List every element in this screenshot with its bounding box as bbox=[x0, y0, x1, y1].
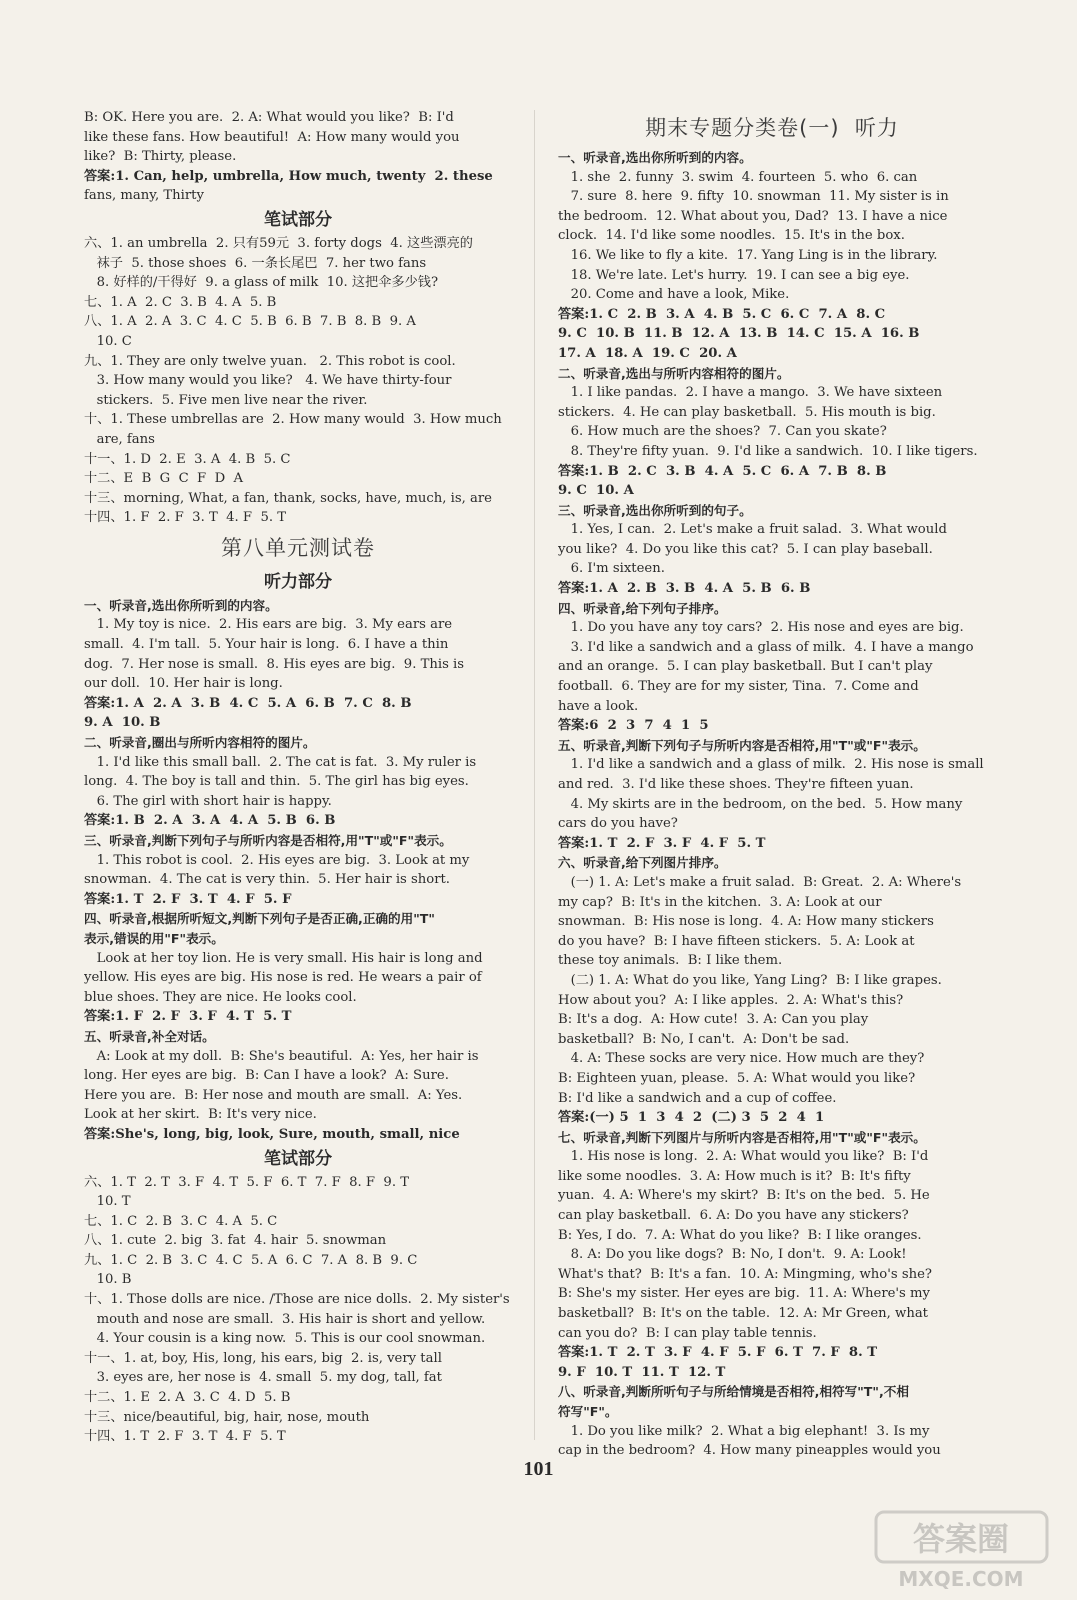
text-line: 4. My skirts are in the bedroom, on the bed. 5. How many bbox=[558, 796, 963, 812]
watermark-top-text: 答案圈 bbox=[912, 1520, 1010, 1558]
text-line: 10. B bbox=[84, 1272, 132, 1288]
watermark-bottom-text: MXQE.COM bbox=[898, 1567, 1024, 1591]
answer-line: 答案:She's, long, big, look, Sure, mouth, small, nice bbox=[84, 1126, 460, 1142]
question-heading: 一、听录音,选出你所听到的内容。 bbox=[84, 597, 278, 613]
watermark-logo bbox=[874, 1510, 1049, 1592]
left-column bbox=[84, 108, 512, 1447]
text-line: 十、1. Those dolls are nice. /Those are nice dolls. 2. My sister's bbox=[84, 1292, 510, 1308]
question-heading: 五、听录音,补全对话。 bbox=[84, 1028, 215, 1044]
text-line: 1. she 2. funny 3. swim 4. fourteen 5. who 6. can bbox=[558, 169, 918, 185]
question-heading: 符写"F"。 bbox=[558, 1404, 618, 1419]
text-line: cap in the bedroom? 4. How many pineapples would you bbox=[558, 1443, 941, 1459]
question-heading: 四、听录音,根据所听短文,判断下列句子是否正确,正确的用"T" bbox=[84, 911, 435, 927]
text-line: these toy animals. B: I like them. bbox=[558, 953, 783, 969]
text-line: 1. His nose is long. 2. A: What would you like? B: I'd bbox=[558, 1149, 929, 1165]
answer-line: 答案:1. T 2. F 3. T 4. F 5. F bbox=[84, 891, 292, 907]
question-heading: 一、听录音,选出你所听到的内容。 bbox=[558, 150, 752, 165]
answer-line: 答案:1. C 2. B 3. A 4. B 5. C 6. C 7. A 8. C bbox=[558, 306, 886, 322]
text-line: 1. My toy is nice. 2. His ears are big. 3. My ears are bbox=[84, 617, 453, 633]
column-divider bbox=[534, 110, 535, 1440]
text-line: 十四、1. T 2. F 3. T 4. F 5. T bbox=[84, 1429, 286, 1445]
text-line: 4. A: These socks are very nice. How much are they? bbox=[558, 1051, 925, 1067]
text-line: 六、1. an umbrella 2. 只有59元 3. forty dogs 4. 这些漂亮的 bbox=[84, 235, 473, 251]
part-heading: 笔试部分 bbox=[264, 209, 332, 230]
text-line: B: She's my sister. Her eyes are big. 11. A: Where's my bbox=[558, 1286, 930, 1302]
text-line: long. Her eyes are big. B: Can I have a look? A: Sure. bbox=[84, 1068, 449, 1084]
text-line: snowman. B: His nose is long. 4. A: How many stickers bbox=[558, 914, 934, 930]
text-line: fans, many, Thirty bbox=[84, 188, 204, 204]
text-line: 4. Your cousin is a king now. 5. This is our cool snowman. bbox=[84, 1331, 486, 1347]
answer-line: 9. A 10. B bbox=[84, 715, 161, 731]
answer-line: 17. A 18. A 19. C 20. A bbox=[558, 345, 737, 361]
answer-line: 答案:1. F 2. F 3. F 4. T 5. T bbox=[84, 1009, 292, 1025]
text-line: 10. T bbox=[84, 1194, 131, 1210]
section-title: 第八单元测试卷 bbox=[221, 535, 375, 560]
question-heading: 二、听录音,选出与所听内容相符的图片。 bbox=[558, 365, 790, 381]
text-line: 7. sure 8. here 9. fifty 10. snowman 11. My sister is in bbox=[558, 189, 949, 205]
text-line: 十四、1. F 2. F 3. T 4. F 5. T bbox=[84, 510, 287, 526]
text-line: 6. How much are the shoes? 7. Can you skate? bbox=[558, 424, 887, 440]
text-line: can you do? B: I can play table tennis. bbox=[558, 1325, 817, 1341]
text-line: 1. Do you like milk? 2. What a big elephant! 3. Is my bbox=[558, 1423, 930, 1439]
text-line: are, fans bbox=[84, 431, 155, 447]
text-line: like some noodles. 3. A: How much is it? B: It's fifty bbox=[558, 1168, 911, 1184]
text-line: 10. C bbox=[84, 333, 132, 349]
text-line: 七、1. C 2. B 3. C 4. A 5. C bbox=[84, 1213, 278, 1229]
text-line: cars do you have? bbox=[558, 816, 678, 832]
text-line: yuan. 4. A: Where's my skirt? B: It's on the bed. 5. He bbox=[558, 1188, 930, 1204]
question-heading: 八、听录音,判断所听句子与所给情境是否相符,相符写"T",不相 bbox=[558, 1384, 909, 1400]
text-line: have a look. bbox=[558, 698, 639, 714]
text-line: 十三、nice/beautiful, big, hair, nose, mouth bbox=[84, 1409, 370, 1425]
text-line: 八、1. cute 2. big 3. fat 4. hair 5. snowman bbox=[84, 1233, 387, 1249]
text-line: 3. eyes are, her nose is 4. small 5. my dog, tall, fat bbox=[84, 1370, 442, 1386]
text-line: football. 6. They are for my sister, Tina. 7. Come and bbox=[558, 679, 919, 695]
text-line: 1. I like pandas. 2. I have a mango. 3. We have sixteen bbox=[558, 385, 943, 401]
text-line: dog. 7. Her nose is small. 8. His eyes are big. 9. This is bbox=[84, 656, 465, 672]
text-line: 16. We like to fly a kite. 17. Yang Ling is in the library. bbox=[558, 247, 938, 263]
answer-line: 9. F 10. T 11. T 12. T bbox=[558, 1364, 726, 1380]
text-line: 6. I'm sixteen. bbox=[558, 561, 665, 577]
text-line: B: I'd like a sandwich and a cup of coffee. bbox=[558, 1090, 837, 1106]
answer-line: 答案:1. B 2. C 3. B 4. A 5. C 6. A 7. B 8. B bbox=[558, 463, 887, 479]
text-line: 1. This robot is cool. 2. His eyes are big. 3. Look at my bbox=[84, 852, 470, 868]
text-line: 8. 好样的/干得好 9. a glass of milk 10. 这把伞多少钱? bbox=[84, 275, 439, 291]
text-line: you like? 4. Do you like this cat? 5. I can play baseball. bbox=[558, 541, 933, 557]
answer-line: 答案:1. T 2. F 3. F 4. F 5. T bbox=[558, 835, 766, 851]
text-line: Here you are. B: Her nose and mouth are small. A: Yes. bbox=[84, 1087, 463, 1103]
answer-line: 答案:1. A 2. B 3. B 4. A 5. B 6. B bbox=[558, 581, 811, 597]
part-heading: 笔试部分 bbox=[264, 1148, 332, 1169]
answer-line: 答案:1. T 2. T 3. F 4. F 5. F 6. T 7. F 8. T bbox=[558, 1345, 878, 1361]
text-line: Look at her skirt. B: It's very nice. bbox=[84, 1107, 317, 1123]
text-line: 十、1. These umbrellas are 2. How many would 3. How much bbox=[84, 412, 502, 428]
answer-line: 答案:6 2 3 7 4 1 5 bbox=[558, 718, 709, 734]
text-line: What's that? B: It's a fan. 10. A: Mingming, who's she? bbox=[558, 1266, 932, 1282]
answer-line: 答案:1. B 2. A 3. A 4. A 5. B 6. B bbox=[84, 813, 336, 829]
text-line: stickers. 4. He can play basketball. 5. His mouth is big. bbox=[558, 404, 936, 420]
text-line: B: Yes, I do. 7. A: What do you like? B: I like oranges. bbox=[558, 1227, 922, 1243]
text-line: the bedroom. 12. What about you, Dad? 13. I have a nice bbox=[558, 208, 948, 224]
answer-line: 答案:1. Can, help, umbrella, How much, twenty 2. these bbox=[84, 168, 493, 184]
text-line: stickers. 5. Five men live near the river. bbox=[84, 392, 368, 408]
text-line: 3. I'd like a sandwich and a glass of milk. 4. I have a mango bbox=[558, 639, 974, 655]
text-line: (二) 1. A: What do you like, Yang Ling? B: I like grapes. bbox=[558, 972, 942, 988]
text-line: 6. The girl with short hair is happy. bbox=[84, 793, 332, 809]
text-line: and red. 3. I'd like these shoes. They're fifteen yuan. bbox=[558, 777, 914, 792]
question-heading: 四、听录音,给下列句子排序。 bbox=[558, 600, 727, 616]
question-heading: 二、听录音,圈出与所听内容相符的图片。 bbox=[84, 735, 316, 751]
text-line: small. 4. I'm tall. 5. Your hair is long. 6. I have a thin bbox=[84, 637, 449, 653]
text-line: 3. How many would you like? 4. We have thirty-four bbox=[84, 373, 452, 389]
text-line: snowman. 4. The cat is very thin. 5. Her hair is short. bbox=[84, 872, 450, 888]
text-line: 十二、1. E 2. A 3. C 4. D 5. B bbox=[84, 1390, 291, 1406]
text-line: do you have? B: I have fifteen stickers. 5. A: Look at bbox=[558, 933, 915, 949]
text-line: our doll. 10. Her hair is long. bbox=[84, 676, 283, 692]
text-line: mouth and nose are small. 3. His hair is short and yellow. bbox=[84, 1311, 486, 1327]
section-title: 期末专题分类卷(一) 听力 bbox=[645, 116, 899, 140]
text-line: 十二、E B G C F D A bbox=[84, 471, 244, 487]
question-heading: 表示,错误的用"F"表示。 bbox=[84, 930, 224, 946]
text-line: 18. We're late. Let's hurry. 19. I can see a big eye. bbox=[558, 267, 910, 283]
text-line: can play basketball. 6. A: Do you have any stickers? bbox=[558, 1208, 909, 1224]
question-heading: 五、听录音,判断下列句子与所听内容是否相符,用"T"或"F"表示。 bbox=[558, 737, 926, 753]
text-line: like these fans. How beautiful! A: How many would you bbox=[84, 129, 460, 145]
text-line: and an orange. 5. I can play basketball. But I can't play bbox=[558, 659, 933, 675]
text-line: B: Eighteen yuan, please. 5. A: What would you like? bbox=[558, 1070, 916, 1086]
question-heading: 六、听录音,给下列图片排序。 bbox=[558, 855, 727, 871]
answer-line: 9. C 10. B 11. B 12. A 13. B 14. C 15. A 16. B bbox=[558, 326, 920, 342]
text-line: (一) 1. A: Let's make a fruit salad. B: Great. 2. A: Where's bbox=[558, 874, 962, 890]
part-heading: 听力部分 bbox=[264, 571, 332, 592]
watermark-icon bbox=[874, 1510, 1049, 1592]
text-line: 8. They're fifty yuan. 9. I'd like a sandwich. 10. I like tigers. bbox=[558, 443, 978, 459]
text-line: 十三、morning, What, a fan, thank, socks, have, much, is, are bbox=[84, 490, 492, 506]
text-line: 九、1. They are only twelve yuan. 2. This robot is cool. bbox=[84, 353, 456, 369]
answer-line: 9. C 10. A bbox=[558, 483, 634, 499]
text-line: 十一、1. D 2. E 3. A 4. B 5. C bbox=[84, 451, 291, 467]
answer-line: 答案:(一) 5 1 3 4 2 (二) 3 5 2 4 1 bbox=[558, 1110, 825, 1126]
text-line: 1. I'd like a sandwich and a glass of milk. 2. His nose is small bbox=[558, 757, 984, 773]
text-line: long. 4. The boy is tall and thin. 5. The girl has big eyes. bbox=[84, 774, 469, 790]
text-line: 十一、1. at, boy, His, long, his ears, big 2. is, very tall bbox=[84, 1350, 442, 1366]
text-line: 8. A: Do you like dogs? B: No, I don't. 9. A: Look! bbox=[558, 1247, 907, 1263]
question-heading: 三、听录音,判断下列句子与所听内容是否相符,用"T"或"F"表示。 bbox=[84, 833, 452, 848]
question-heading: 七、听录音,判断下列图片与所听内容是否相符,用"T"或"F"表示。 bbox=[558, 1129, 926, 1145]
text-line: 七、1. A 2. C 3. B 4. A 5. B bbox=[84, 294, 277, 310]
text-line: 九、1. C 2. B 3. C 4. C 5. A 6. C 7. A 8. B 9. C bbox=[84, 1252, 418, 1268]
text-line: clock. 14. I'd like some noodles. 15. It's in the box. bbox=[558, 228, 905, 244]
text-line: B: OK. Here you are. 2. A: What would you like? B: I'd bbox=[84, 110, 454, 125]
text-line: basketball? B: It's on the table. 12. A: Mr Green, what bbox=[558, 1306, 928, 1322]
text-line: Look at her toy lion. He is very small. His hair is long and bbox=[84, 950, 483, 966]
text-line: my cap? B: It's in the kitchen. 3. A: Look at our bbox=[558, 894, 882, 910]
question-heading: 三、听录音,选出你所听到的句子。 bbox=[558, 502, 752, 518]
text-line: 1. Do you have any toy cars? 2. His nose and eyes are big. bbox=[558, 620, 964, 636]
text-line: yellow. His eyes are big. His nose is red. He wears a pair of bbox=[84, 970, 482, 986]
text-line: like? B: Thirty, please. bbox=[84, 149, 237, 165]
text-line: basketball? B: No, I can't. A: Don't be sad. bbox=[558, 1031, 850, 1047]
page-number: 101 bbox=[523, 1458, 554, 1480]
text-line: 袜子 5. those shoes 6. 一条长尾巴 7. her two fans bbox=[84, 255, 427, 271]
text-line: A: Look at my doll. B: She's beautiful. A: Yes, her hair is bbox=[84, 1048, 479, 1064]
text-line: B: It's a dog. A: How cute! 3. A: Can you play bbox=[558, 1012, 869, 1028]
text-line: 1. Yes, I can. 2. Let's make a fruit salad. 3. What would bbox=[558, 522, 947, 538]
right-column bbox=[558, 108, 986, 1461]
answer-line: 答案:1. A 2. A 3. B 4. C 5. A 6. B 7. C 8. B bbox=[84, 695, 412, 711]
text-line: 20. Come and have a look, Mike. bbox=[558, 287, 790, 303]
text-line: blue shoes. They are nice. He looks cool. bbox=[84, 989, 357, 1005]
text-line: 六、1. T 2. T 3. F 4. T 5. F 6. T 7. F 8. F 9. T bbox=[84, 1174, 409, 1190]
text-line: 1. I'd like this small ball. 2. The cat is fat. 3. My ruler is bbox=[84, 754, 477, 770]
text-line: How about you? A: I like apples. 2. A: What's this? bbox=[558, 992, 904, 1008]
text-line: 八、1. A 2. A 3. C 4. C 5. B 6. B 7. B 8. B 9. A bbox=[84, 314, 416, 330]
